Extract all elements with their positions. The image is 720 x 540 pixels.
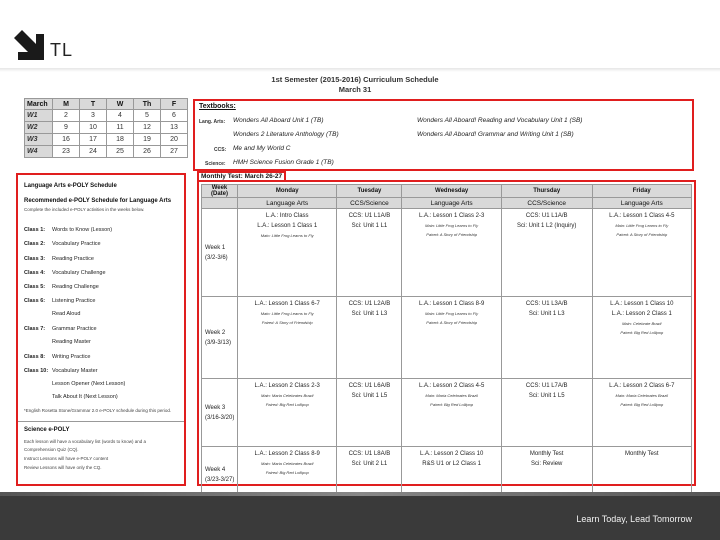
- schedule-cell-reading: Main: Celebrate Brazil: [622, 321, 662, 326]
- schedule-cell-line: L.A.: Lesson 2 Class 6-7: [609, 383, 675, 389]
- epoly-highlight-box: [16, 173, 186, 486]
- schedule-cell-line: CCS: U1 L1A/B: [525, 213, 568, 219]
- calendar-day-cell: 27: [161, 146, 188, 158]
- epoly-class-text: Reading Challenge: [52, 284, 99, 290]
- epoly-class-row: [24, 270, 106, 276]
- calendar-day-cell: 12: [134, 122, 161, 134]
- logo-text: TL: [50, 40, 74, 60]
- calendar-day-cell: 18: [107, 134, 134, 146]
- calendar-header-cell: W: [107, 99, 134, 110]
- schedule-cell-reading: Main: Maria Celebrates Brazil: [260, 461, 314, 466]
- schedule-cell-line: L.A.: Lesson 2 Class 10: [419, 451, 484, 457]
- schedule-cell-reading: Main: Little Frog Learns to Fly: [425, 311, 479, 316]
- epoly-class-row: [24, 394, 118, 400]
- science-label: Science:: [205, 161, 226, 167]
- epoly-class-text: Grammar Practice: [52, 326, 97, 332]
- schedule-cell-line: CCS: U1 L7A/B: [525, 383, 568, 389]
- schedule-week-cell: [202, 209, 238, 297]
- schedule-subheader-row: [202, 198, 692, 209]
- epoly-class-text: Lesson Opener (Next Lesson): [52, 381, 126, 387]
- textbook-lang-1: Wonders All Aboard Unit 1 (TB): [233, 117, 324, 124]
- schedule-cell: [501, 209, 592, 297]
- weekly-schedule-table: [201, 184, 692, 503]
- schedule-cell-line: L.A.: Lesson 1 Class 2-3: [418, 213, 485, 219]
- ccs-label: CCS:: [214, 147, 227, 153]
- schedule-week-cell: [202, 379, 238, 447]
- schedule-cell-line: Monthly Test: [624, 451, 659, 457]
- schedule-cell-line: CCS: U1 L1A/B: [348, 213, 391, 219]
- calendar-header-cell: Th: [134, 99, 161, 110]
- schedule-cell: [337, 297, 402, 379]
- schedule-cell-line: Monthly Test: [529, 451, 564, 457]
- schedule-header-cell: Tuesday: [337, 185, 402, 198]
- week-label: Week 4: [205, 466, 226, 473]
- schedule-week-row: [202, 209, 692, 297]
- schedule-header-cell: Monday: [238, 185, 337, 198]
- schedule-cell: [402, 379, 501, 447]
- science-epoly-line: Instruct Lessons will have e-POLY content: [24, 456, 109, 461]
- schedule-cell: [592, 379, 691, 447]
- schedule-cell: [501, 297, 592, 379]
- science-epoly-line: Review Lessons will have only the CQ.: [24, 465, 102, 470]
- schedule-cell-reading: Paired: Big Red Lollipop: [430, 402, 474, 407]
- epoly-recommended: Recommended e-POLY Schedule for Language Arts: [24, 198, 172, 204]
- epoly-class-row: [24, 339, 91, 345]
- schedule-cell: [592, 209, 691, 297]
- epoly-class-label: Class 6:: [24, 298, 46, 304]
- epoly-class-row: [24, 368, 98, 374]
- schedule-cell-reading: Main: Little Frog Learns to Fly: [260, 233, 314, 238]
- schedule-subheader-cell: Language Arts: [402, 198, 501, 209]
- schedule-cell-reading: Main: Maria Celebrates Brazil: [615, 393, 668, 398]
- schedule-week-cell: [202, 297, 238, 379]
- calendar-row: [25, 110, 188, 122]
- textbook-lang-2: Wonders 2 Literature Anthology (TB): [233, 131, 339, 138]
- epoly-title: Language Arts e-POLY Schedule: [24, 183, 117, 189]
- week-date: (3/16-3/20): [205, 414, 235, 421]
- schedule-cell-reading: Paired: A Story of Friendship: [261, 320, 313, 325]
- calendar-day-cell: 26: [134, 146, 161, 158]
- schedule-cell-line: CCS: U1 L3A/B: [525, 301, 568, 307]
- epoly-class-row: [24, 326, 97, 332]
- epoly-class-text: Reading Practice: [52, 256, 94, 262]
- schedule-cell: [402, 209, 501, 297]
- schedule-cell-line: Sci: Unit 2 L1: [351, 461, 388, 467]
- schedule-cell-reading: Paired: Big Red Lollipop: [265, 470, 309, 475]
- calendar-header-cell: M: [53, 99, 80, 110]
- schedule-cell-reading: Paired: A Story of Friendship: [426, 232, 478, 237]
- calendar-day-cell: 24: [80, 146, 107, 158]
- arrow-down-right-icon: [12, 28, 46, 62]
- calendar-day-cell: 25: [107, 146, 134, 158]
- calendar-row: [25, 122, 188, 134]
- schedule-cell-reading: Main: Maria Celebrates Brazil: [260, 393, 314, 398]
- schedule-subheader-cell: CCS/Science: [501, 198, 592, 209]
- calendar-week-cell: W4: [25, 146, 53, 158]
- textbooks-highlight-box: [193, 99, 694, 171]
- epoly-class-row: [24, 241, 101, 247]
- schedule-header-row: [202, 185, 692, 198]
- schedule-cell-line: L.A.: Lesson 1 Class 4-5: [609, 213, 675, 219]
- schedule-cell-reading: Main: Little Frog Learns to Fly: [615, 223, 669, 228]
- schedule-week-row: [202, 297, 692, 379]
- epoly-class-text: Vocabulary Challenge: [52, 270, 106, 276]
- week-label: Week 1: [205, 244, 226, 251]
- lang-arts-label: Lang. Arts:: [199, 119, 226, 125]
- textbook-ccs: Me and My World C: [233, 145, 291, 152]
- schedule-cell-line: Sci: Unit 1 L2 (Inquiry): [517, 223, 577, 229]
- calendar-row: [25, 134, 188, 146]
- epoly-class-row: [24, 256, 94, 262]
- epoly-class-label: Class 4:: [24, 270, 46, 276]
- schedule-cell: [402, 297, 501, 379]
- calendar-day-cell: 19: [134, 134, 161, 146]
- epoly-class-label: Class 7:: [24, 326, 46, 332]
- schedule-cell-line: Sci: Review: [531, 461, 563, 467]
- footer-accent: [0, 492, 720, 496]
- schedule-cell-line: L.A.: Lesson 2 Class 1: [611, 311, 672, 317]
- schedule-cell-reading: Paired: Big Red Lollipop: [620, 402, 664, 407]
- week-label: Week 2: [205, 329, 226, 336]
- science-epoly-line: Each lesson will have a vocabulary list (words to know) and a: [24, 439, 147, 444]
- document-title: 1st Semester (2015-2016) Curriculum Schedule: [271, 75, 439, 84]
- footer-tagline: Learn Today, Lead Tomorrow: [576, 514, 692, 524]
- epoly-class-text: Words to Know (Lesson): [52, 227, 113, 233]
- schedule-cell-line: L.A.: Lesson 2 Class 4-5: [418, 383, 485, 389]
- calendar-day-cell: 3: [80, 110, 107, 122]
- calendar-day-cell: 16: [53, 134, 80, 146]
- schedule-cell: [337, 379, 402, 447]
- epoly-class-row: [24, 354, 90, 360]
- epoly-class-row: [24, 284, 99, 290]
- calendar-day-cell: 13: [161, 122, 188, 134]
- calendar-week-cell: W3: [25, 134, 53, 146]
- calendar-day-cell: 20: [161, 134, 188, 146]
- epoly-class-label: Class 10:: [24, 368, 49, 374]
- epoly-class-label: Class 8:: [24, 354, 46, 360]
- schedule-cell-reading: Paired: A Story of Friendship: [616, 232, 668, 237]
- week-date: (3/9-3/13): [205, 339, 232, 346]
- schedule-cell-line: L.A.: Intro Class: [265, 213, 309, 219]
- calendar-day-cell: 10: [80, 122, 107, 134]
- schedule-cell-line: L.A.: Lesson 1 Class 8-9: [418, 301, 485, 307]
- week-label: Week 3: [205, 404, 226, 411]
- schedule-body: [202, 209, 692, 503]
- calendar-day-cell: 17: [80, 134, 107, 146]
- epoly-class-text: Talk About It (Next Lesson): [52, 394, 118, 400]
- calendar-day-cell: 4: [107, 110, 134, 122]
- epoly-class-text: Read Aloud: [52, 311, 81, 317]
- calendar-header-cell: T: [80, 99, 107, 110]
- schedule-cell-line: Sci: Unit 1 L5: [528, 393, 565, 399]
- calendar-day-cell: 23: [53, 146, 80, 158]
- schedule-cell-line: Sci: Unit 1 L3: [351, 311, 388, 317]
- calendar-day-cell: 5: [134, 110, 161, 122]
- calendar-header-row: [25, 99, 188, 110]
- calendar-day-cell: 9: [53, 122, 80, 134]
- textbook-grammar-writing: Wonders All Aboard! Grammar and Writing Unit 1 (SB): [417, 131, 574, 138]
- schedule-cell: [238, 209, 337, 297]
- schedule-header-cell: Wednesday: [402, 185, 501, 198]
- schedule-cell: [592, 297, 691, 379]
- schedule-cell-line: L.A.: Lesson 1 Class 10: [610, 301, 674, 307]
- schedule-week-row: [202, 379, 692, 447]
- textbooks-heading: Textbooks:: [199, 103, 236, 110]
- schedule-cell: [238, 379, 337, 447]
- calendar-week-cell: W2: [25, 122, 53, 134]
- epoly-note: Complete the included e-POLY activities in the weeks below.: [24, 207, 145, 212]
- march-calendar: [24, 98, 188, 158]
- calendar-day-cell: 11: [107, 122, 134, 134]
- schedule-cell-line: Sci: Unit 1 L3: [528, 311, 565, 317]
- science-epoly-line: Comprehension Quiz (CQ).: [24, 447, 79, 452]
- schedule-cell-reading: Main: Maria Celebrates Brazil: [425, 393, 478, 398]
- schedule-subheader-cell: Language Arts: [238, 198, 337, 209]
- textbook-science: HMH Science Fusion Grade 1 (TB): [233, 159, 334, 166]
- document-subtitle: March 31: [338, 85, 372, 94]
- epoly-footnote: *English Rosetta Stone/Grammar 2.0 e-POLY schedule during this period.: [24, 408, 172, 413]
- schedule-cell-line: CCS: U1 L8A/B: [348, 451, 391, 457]
- calendar-row: [25, 146, 188, 158]
- monthly-test-text: Monthly Test: March 26-27: [201, 173, 283, 180]
- section-divider: [18, 421, 184, 422]
- epoly-class-label: Class 5:: [24, 284, 46, 290]
- epoly-class-text: Listening Practice: [52, 298, 96, 304]
- calendar-header-cell: March: [25, 99, 53, 110]
- epoly-class-label: Class 3:: [24, 256, 46, 262]
- week-date: (3/23-3/27): [205, 476, 235, 483]
- epoly-class-label: Class 2:: [24, 241, 46, 247]
- calendar-header-cell: F: [161, 99, 188, 110]
- schedule-cell-line: Sci: Unit 1 L5: [351, 393, 388, 399]
- epoly-class-row: [24, 311, 80, 317]
- schedule-subheader-cell: [202, 198, 238, 209]
- schedule-cell-reading: Paired: Big Red Lollipop: [265, 402, 309, 407]
- schedule-cell: [501, 379, 592, 447]
- schedule-cell-line: L.A.: Lesson 1 Class 1: [257, 223, 318, 229]
- epoly-class-text: Vocabulary Practice: [52, 241, 101, 247]
- schedule-cell-reading: Paired: A Story of Friendship: [426, 320, 478, 325]
- calendar-week-cell: W1: [25, 110, 53, 122]
- schedule-cell-line: Sci: Unit 1 L1: [351, 223, 388, 229]
- calendar-day-cell: 6: [161, 110, 188, 122]
- schedule-cell-line: CCS: U1 L2A/B: [348, 301, 391, 307]
- schedule-header-cell: Thursday: [501, 185, 592, 198]
- schedule-cell-reading: Paired: Big Red Lollipop: [620, 330, 664, 335]
- schedule-header-cell: Week (Date): [202, 185, 238, 198]
- schedule-cell-line: CCS: U1 L6A/B: [348, 383, 391, 389]
- epoly-class-text: Reading Master: [52, 339, 91, 345]
- schedule-cell-line: L.A.: Lesson 1 Class 6-7: [254, 301, 320, 307]
- schedule-subheader-cell: CCS/Science: [337, 198, 402, 209]
- curriculum-document: [14, 72, 696, 492]
- epoly-class-text: Vocabulary Master: [52, 368, 98, 374]
- week-date: (3/2-3/6): [205, 254, 228, 261]
- schedule-highlight-box: [197, 180, 696, 486]
- schedule-subheader-cell: Language Arts: [592, 198, 691, 209]
- epoly-class-row: [24, 298, 95, 304]
- schedule-cell: [238, 297, 337, 379]
- epoly-class-text: Writing Practice: [52, 354, 91, 360]
- schedule-header-cell: Friday: [592, 185, 691, 198]
- textbook-reading-vocab: Wonders All Aboard! Reading and Vocabulary Unit 1 (SB): [417, 117, 583, 124]
- epoly-class-row: [24, 227, 112, 233]
- epoly-class-label: Class 1:: [24, 227, 46, 233]
- calendar-day-cell: 2: [53, 110, 80, 122]
- schedule-cell-line: L.A.: Lesson 2 Class 2-3: [254, 383, 320, 389]
- schedule-cell-reading: Main: Little Frog Learns to Fly: [425, 223, 479, 228]
- schedule-cell-reading: Main: Little Frog Learns to Fly: [260, 311, 314, 316]
- schedule-cell-line: L.A.: Lesson 2 Class 8-9: [254, 451, 320, 457]
- schedule-cell: [337, 209, 402, 297]
- epoly-class-row: [24, 381, 125, 387]
- schedule-cell-line: R&S U1 or L2 Class 1: [422, 461, 481, 467]
- science-epoly-title: Science e-POLY: [24, 427, 70, 433]
